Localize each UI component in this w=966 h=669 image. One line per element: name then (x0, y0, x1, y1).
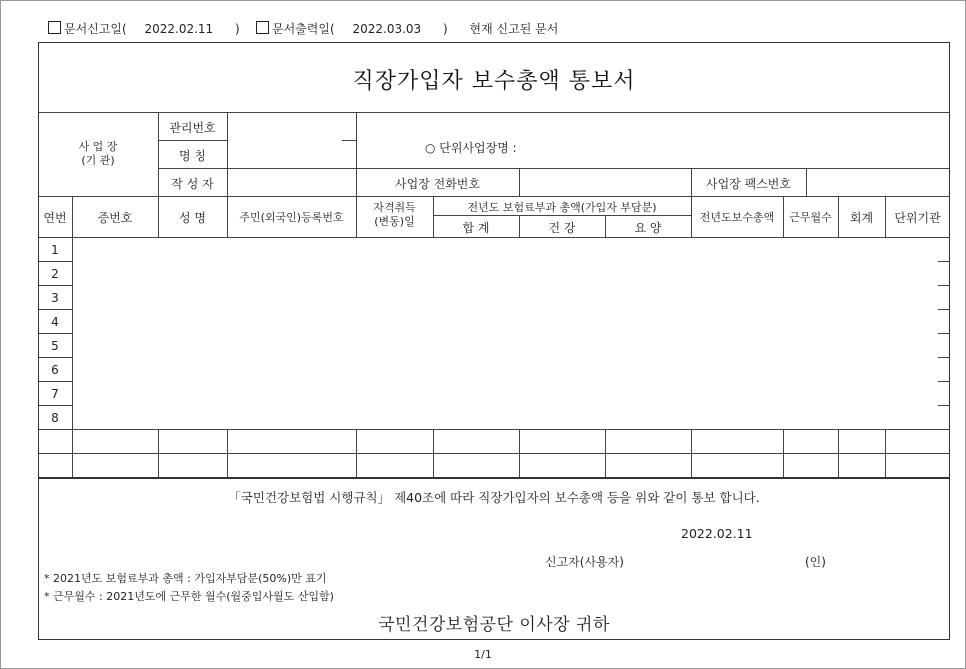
print-date-value: 2022.03.03 (352, 22, 422, 36)
print-date-label: 문서출력일( (272, 22, 335, 36)
row-number: 5 (51, 339, 59, 353)
row-number: 7 (51, 387, 59, 401)
business-name-label: 명 칭 (179, 149, 206, 163)
report-date-checkbox-row (48, 20, 240, 37)
page-number: 1/1 (474, 648, 492, 661)
reporter-label: 신고자(사용자) (545, 555, 624, 569)
statement-text: 「국민건강보험법 시행규칙」 제40조에 따라 직장가입자의 보수총액 등을 위와 같이 통보 합니다. (228, 490, 760, 505)
row-number: 2 (51, 267, 59, 281)
recipient-text: 국민건강보험공단 이사장 귀하 (378, 615, 610, 635)
signature-date: 2022.02.11 (681, 526, 753, 541)
report-date-label: 문서신고일( (64, 22, 127, 36)
print-date-close: ) (443, 22, 448, 36)
col-header-name: 성 명 (179, 211, 206, 225)
document-title: 직장가입자 보수총액 통보서 (352, 69, 636, 94)
report-date-value: 2022.02.11 (144, 22, 214, 36)
col-header-unit: 단위기관 (894, 211, 941, 225)
col-header-rrn: 주민(외국인)등록번호 (239, 211, 344, 224)
business-label (38, 140, 158, 168)
business-label-line1: 사 업 장 (78, 140, 118, 153)
col-header-acquisition-line2: (변동)일 (374, 215, 415, 228)
col-header-no: 연번 (43, 211, 67, 225)
col-header-total: 합 계 (462, 221, 490, 235)
row-number: 1 (51, 243, 59, 257)
author-label: 작 성 자 (171, 177, 214, 191)
col-header-acquisition (356, 201, 433, 229)
seal-label: (인) (805, 555, 826, 569)
note-premium: * 2021년도 보험료부과 총액 : 가입자부담분(50%)만 표기 (44, 572, 327, 585)
col-header-pay: 전년도보수총액 (699, 211, 775, 224)
row-number: 6 (51, 363, 59, 377)
phone-label: 사업장 전화번호 (395, 177, 480, 191)
col-header-premium-group: 전년도 보험료부과 총액(가입자 부담분) (467, 201, 657, 214)
report-date-close: ) (235, 22, 240, 36)
report-date-checkbox[interactable] (48, 21, 61, 34)
col-header-acquisition-line1: 자격취득 (373, 201, 416, 214)
row-number: 8 (51, 411, 59, 425)
col-header-months: 근무월수 (789, 211, 832, 224)
col-header-care: 요 양 (634, 221, 662, 235)
row-number: 4 (51, 315, 59, 329)
unit-business-name-label: ○ 단위사업장명 : (425, 141, 517, 155)
col-header-health: 건 강 (548, 221, 576, 235)
business-label-line2: (기 관) (81, 154, 115, 167)
mgmt-no-label: 관리번호 (169, 121, 216, 135)
status-text: 현재 신고된 문서 (469, 22, 559, 36)
print-date-checkbox-row (256, 20, 558, 37)
col-header-cert-no: 증번호 (97, 211, 133, 225)
print-date-checkbox[interactable] (256, 21, 269, 34)
note-months: * 근무월수 : 2021년도에 근무한 월수(월중입사월도 산입함) (44, 590, 334, 603)
fax-label: 사업장 팩스번호 (706, 177, 791, 191)
row-number: 3 (51, 291, 59, 305)
col-header-session: 회계 (849, 211, 874, 225)
